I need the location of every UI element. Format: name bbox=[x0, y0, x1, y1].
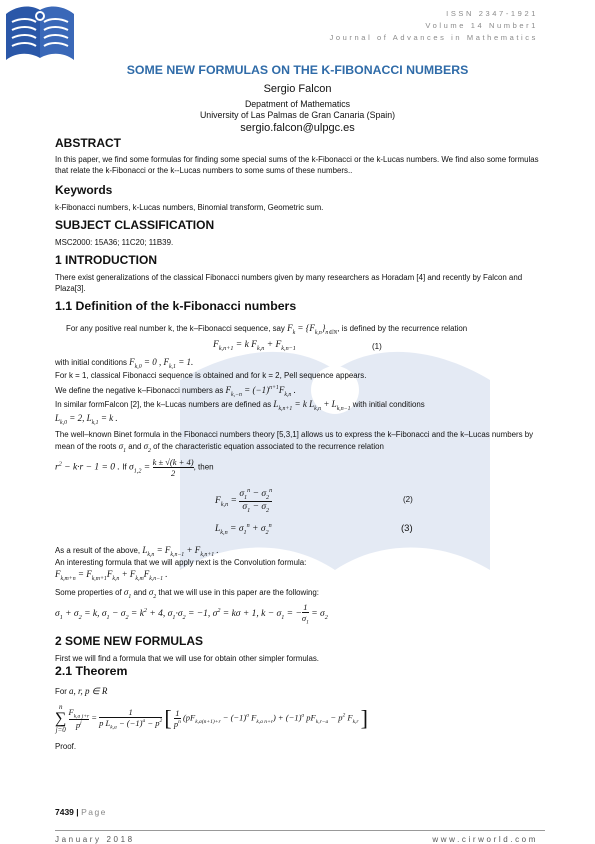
journal-logo bbox=[2, 2, 78, 64]
definition-text-a: For any positive real number k, the k–Fibonacci sequence, say bbox=[66, 324, 285, 333]
recurrence-equation: $F_{k,n+1} = k$ $F_{k,n} + F_{k,n-1}$ bbox=[213, 340, 296, 352]
page-word: Page bbox=[81, 807, 107, 817]
initial-conditions-label: with initial conditions bbox=[55, 358, 127, 367]
properties-formula: $\sigma_1 + \sigma_2 = k$, $\sigma_1 - \sigma_2 = k^2 + 4$, $\sigma_1\cdot\sigma_2 = -1$, $\sigma^2 = k\sigma + 1$, $k - \sigma_1$ = − $\frac{1}{\sigma_1}$ = $\sigma_2$ bbox=[55, 602, 328, 626]
sequence-symbol: $F_k = \{F_{k,n}\}_{n\in N}$ bbox=[287, 323, 338, 336]
properties-text: Some properties of $\sigma_1$ and $\sigma_2$ that we will use in this paper are the following: bbox=[55, 587, 319, 600]
proof-text: Proof. bbox=[55, 742, 77, 751]
classification-text: MSC2000: 15A36; 11C20; 11B39. bbox=[55, 238, 174, 247]
page-number-value: 7439 bbox=[55, 807, 74, 817]
theorem-formula: n ∑ j=0 $\frac{F_{k,a j+r}}{p^j}$ = $\frac{1}{p L_{k,a} - (-1)^a - p^2}$ [ $\frac{1}{p^n}$ ($pF_{k,a(n+1)+r} - (-1)^a$ $F_{k,a n+r}) + (-1)^a$ $pF_{k,r-a} - p^2$ $F_{k,r}$ ] bbox=[55, 703, 368, 734]
abstract-text: In this paper, we find some formulas for finding some special sums of the k-Fibonacci or the k-Lucas numbers. We find also some formulas that relate the k-Fibonacci or the k--Lucas numbers to some sums of these numbers.. bbox=[55, 155, 539, 175]
paper-title: SOME NEW FORMULAS ON THE K-FIBONACCI NUMBERS bbox=[126, 63, 469, 77]
binet-lucas: $L_{k,n} = \sigma_1^n + \sigma_2^n$ bbox=[215, 523, 272, 537]
negative-fib-label: We define the negative k–Fibonacci numbers as bbox=[55, 386, 224, 395]
section-1-heading: 1 INTRODUCTION bbox=[55, 253, 157, 267]
initial-conditions: with initial conditions $F_{k,0} = 0$ , $F_{k,1} = 1$. bbox=[55, 357, 194, 370]
issue-date: January 2018 bbox=[55, 835, 135, 844]
lucas-definition: In similar formFalcon [2], the k–Lucas numbers are defined as $L_{k,n+1} = k$ $L_{k,n} + L_{k,n-1}$ with initial conditions bbox=[55, 399, 425, 412]
binet-paragraph: The well–known Binet formula in the Fibonacci numbers theory [5,3,1] allows us to express the k–Fibonacci and the k–Lucas numbers by mean of the roots $\sigma_1$ and $\sigma_2$ of the characteristic equation associated to the recurrence relation bbox=[55, 430, 534, 454]
binet-fibonacci: $F_{k,n}$ = $\frac{\sigma_1^n - \sigma_2^n}{\sigma_1 - \sigma_2}$ bbox=[215, 488, 273, 514]
equation-2-number: (2) bbox=[403, 495, 413, 504]
issn: ISSN 2347-1921 bbox=[446, 9, 538, 18]
author-name: Sergio Falcon bbox=[263, 83, 332, 95]
section-2-text: First we will find a formula that we will use for obtain other simpler formulas. bbox=[55, 654, 319, 663]
equation-3-number: (3) bbox=[401, 523, 413, 534]
binet-text-b: of the characteristic equation associated to the recurrence relation bbox=[153, 441, 384, 451]
theorem-for: For a, r, p ∈ R bbox=[55, 686, 108, 696]
lucas-relation-label: As a result of the above, bbox=[55, 546, 141, 555]
classification-heading: SUBJECT CLASSIFICATION bbox=[55, 218, 215, 232]
binet-text-a: The well–known Binet formula in the Fibonacci numbers theory [5,3,1] allows us to express the k–Fibonacci and the k–Lucas numbers by mean of the roots bbox=[55, 430, 534, 451]
lucas-text-b: with initial conditions bbox=[352, 400, 425, 409]
lucas-initial: $L_{k,0} = 2$, $L_{k,1} = k$ . bbox=[55, 413, 118, 426]
keywords-text: k-Fibonacci numbers, k-Lucas numbers, Binomial transform, Geometric sum. bbox=[55, 203, 324, 212]
abstract-heading: ABSTRACT bbox=[55, 136, 121, 150]
lucas-relation: As a result of the above, $L_{k,n} = F_{k,n-1} + F_{k,n+1}$ . bbox=[55, 545, 219, 558]
page-number: 7439 | Page bbox=[55, 807, 107, 817]
pell-text: For k = 1, classical Fibonacci sequence is obtained and for k = 2, Pell sequence appears. bbox=[55, 371, 367, 380]
section-1-1-heading: 1.1 Definition of the k-Fibonacci numbers bbox=[55, 299, 297, 313]
section-1-text: There exist generalizations of the classical Fibonacci numbers given by many researchers as Horadam [4] and recently by Falcon and Plaza[3]. bbox=[55, 273, 523, 293]
journal-website[interactable]: www.cirworld.com bbox=[432, 835, 538, 844]
properties-text-b: that we will use in this paper are the following: bbox=[158, 588, 319, 597]
convolution-formula: $F_{k,m+n} = F_{k,m+1}F_{k,n} + F_{k,m}F_{k,n-1}$ . bbox=[55, 569, 168, 582]
negative-fib-text: We define the negative k–Fibonacci numbers as $F_{k,-n} = (-1)^{n+1}F_{k,n}$ . bbox=[55, 385, 296, 398]
affiliation-univ: University of Las Palmas de Gran Canaria (Spain) bbox=[199, 110, 396, 120]
convolution-text: An interesting formula that we will apply next is the Convolution formula: bbox=[55, 558, 307, 567]
keywords-heading: Keywords bbox=[55, 183, 113, 197]
properties-text-a: Some properties of bbox=[55, 588, 122, 597]
section-2-heading: 2 SOME NEW FORMULAS bbox=[55, 634, 204, 648]
volume: Volume 14 Number1 bbox=[425, 21, 538, 30]
author-email: sergio.falcon@ulpgc.es bbox=[240, 122, 355, 134]
affiliation-dept: Depatment of Mathematics bbox=[244, 99, 351, 109]
definition-paragraph bbox=[66, 323, 546, 338]
definition-text-b: , is defined by the recurrence relation bbox=[337, 324, 468, 333]
lucas-text-a: In similar formFalcon [2], the k–Lucas numbers are defined as bbox=[55, 400, 272, 409]
equation-1-number: (1) bbox=[372, 342, 382, 351]
journal-name: Journal of Advances in Mathematics bbox=[329, 33, 538, 42]
theorem-heading: 2.1 Theorem bbox=[55, 664, 128, 678]
theorem-for-label: For bbox=[55, 687, 67, 696]
footer-divider bbox=[55, 830, 545, 831]
characteristic-equation: $r^2 - k\cdot r - 1 = 0$ . If $\sigma_{1,2}$ = $\frac{k \pm √(k + 4)}{2}$ , then bbox=[55, 457, 214, 478]
then-text: , then bbox=[193, 462, 214, 472]
